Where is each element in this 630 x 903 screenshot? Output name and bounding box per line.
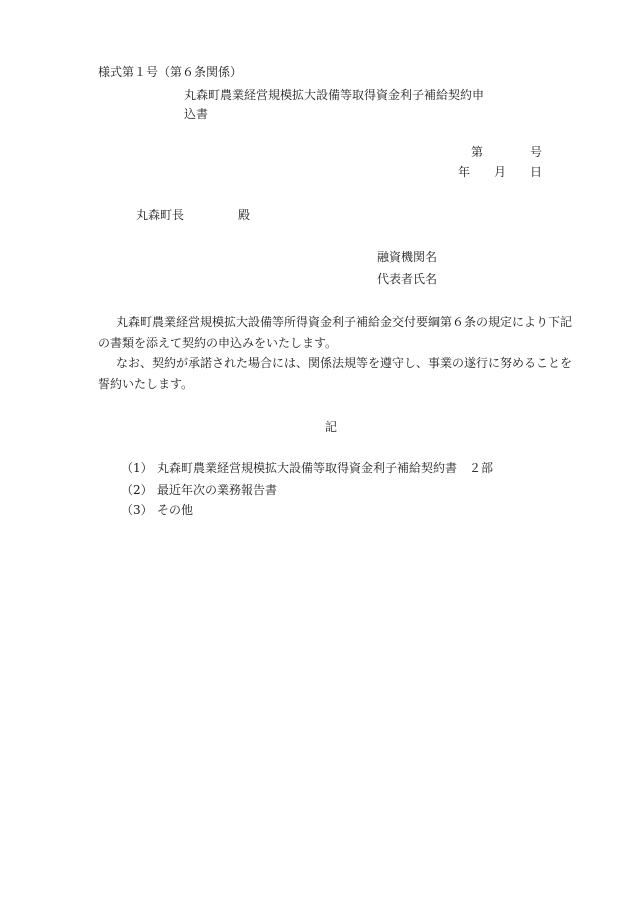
ki-heading: 記: [325, 420, 338, 434]
institution-name-label: 融資機関名: [377, 250, 438, 264]
document-number-suffix: 号: [530, 145, 543, 159]
addressee-honorific: 殿: [238, 208, 251, 222]
attachment-item-number: （3）: [121, 503, 153, 517]
body-paragraph-2-line-2: 誓約いたします。: [98, 377, 194, 391]
form-number: 様式第１号（第６条関係）: [98, 65, 243, 79]
representative-name-label: 代表者氏名: [377, 272, 438, 286]
body-paragraph-1-line-1: 丸森町農業経営規模拡大設備等所得資金利子補給金交付要綱第６条の規定により下記: [116, 315, 573, 329]
date-month-label: 月: [494, 165, 507, 179]
attachment-item-number: （1）: [121, 461, 153, 475]
document-number-prefix: 第: [471, 145, 484, 159]
attachment-item-text: 丸森町農業経営規模拡大設備等取得資金利子補給契約書 ２部: [157, 461, 494, 475]
document-title-line-1: 丸森町農業経営規模拡大設備等取得資金利子補給契約申: [184, 88, 485, 102]
body-paragraph-1-line-2: の書類を添えて契約の申込みをいたします。: [98, 336, 338, 350]
date-year-label: 年: [458, 165, 471, 179]
addressee-name: 丸森町長: [136, 208, 185, 222]
attachment-item-text: 最近年次の業務報告書: [157, 483, 278, 497]
body-paragraph-2-line-1: なお、契約が承諾された場合には、関係法規等を遵守し、事業の遂行に努めることを: [116, 356, 573, 370]
attachment-item-text: その他: [157, 503, 194, 517]
attachment-item-number: （2）: [121, 483, 153, 497]
document-title-line-2: 込書: [184, 107, 209, 121]
date-day-label: 日: [530, 165, 543, 179]
